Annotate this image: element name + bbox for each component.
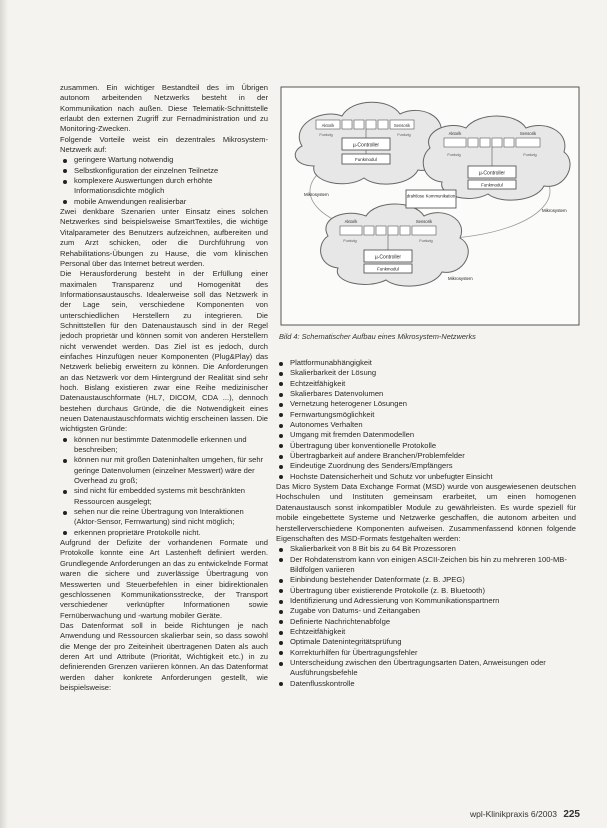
format-paragraph: Das Datenformat soll in beide Richtungen je nach Anwendung und Ressourcen skalierbar sein, so dass sowohl die Menge der pro Zeiteinheit übertragenen Daten als auch deren Art und Attribute (Priorität, Wichtigkeit etc.) in zu definierenden Grenzen variieren können. An das Datenformat werden daher konkrete Anforderungen gestellt, wie beispielsweise: [60,620,268,692]
funk-label: Funkvlg [447,153,461,157]
list-item: Optimale Datenintegritätsprüfung [276,637,576,647]
list-item: Skalierbarkeit der Lösung [276,368,576,378]
controller-label: µ-Controller [478,170,506,177]
funk-label: Funkvlg [343,239,357,243]
microsystem-label: Mikrosystem [448,276,473,281]
list-item: Hochste Datensicherheit und Schutz vor unbefugter Einsicht [276,472,576,482]
radio-module-label: Funkmodul [481,182,503,188]
list-item: Übertragbarkeit auf andere Branchen/Problemfelder [276,451,576,461]
list-item: Skalierbarkeit von 8 Bit bis zu 64 Bit Prozessoren [276,544,576,554]
radio-module-label: Funkmodul [377,266,399,272]
list-item: Autonomes Verhalten [276,420,576,430]
radio-module-label: Funkmodul [355,157,377,162]
funk-label: Funkvlg [419,239,433,243]
list-item: Plattformunabhängigkeit [276,358,576,368]
funk-label: Funkvlg [319,133,333,137]
list-item: Übertragung über existierende Protokolle (z. B. Bluetooth) [276,586,576,596]
list-item: Unterscheidung zwischen den Übertragungsarten Daten, Anweisungen oder Ausführungsbefehle [276,658,576,679]
journal-name: wpl-Klinikpraxis 6/2003 [470,809,557,819]
requirements-list [276,358,576,482]
list-item: Korrekturhilfen für Übertragungsfehler [276,648,576,658]
microsystem-label: Mikrosystem [304,192,329,197]
sensorik-label: Sensorik [393,123,411,128]
list-item: komplexere Auswertungen durch erhöhte Informationsdichte möglich [60,176,268,197]
microsystem-label: Mikrosystem [542,208,567,213]
controller-label: µ-Controller [374,254,402,261]
deficits-paragraph: Aufgrund der Defizite der vorhandenen Formate und Protokolle konnte eine Art Lastenheft definiert werden. Grundlegende Anforderungen an das zu entwickelnde Format waren die sichere und zuverlässige Übertragung von Messwerten und Steuerbefehlen in einer bidirektionalen geschlossenen Kommunikationsstrecke, der Transport verschiedener verknüpfter Informationen sowie Fernüberwachung und -wartung mobiler Geräte. [60,538,268,620]
aktorik-label: Aktorik [448,131,462,136]
page-number: 225 [563,809,580,820]
funk-label: Funkvlg [397,133,411,137]
list-item: Der Rohdatenstrom kann von einigen ASCII-Zeichen bis hin zu mehreren 100-MB-Bildfolgen variieren [276,555,576,576]
list-item: Vernetzung heterogener Lösungen [276,399,576,409]
msd-paragraph: Das Micro System Data Exchange Format (MSD) wurde von ausgewiesenen deutschen Hochschulen und Instituten gemeinsam erarbeitet, um einen homogenen Datenaustausch sonst inkompatibler Module zu gewährleisten. Es wurde speziell für mobile eingebettete Systeme und Netzwerke geschaffen, die autonom arbeiten und herstellerverschiedene Komponenten aufweisen. Zusammenfassend können folgende Eigenschaften des MSD-Formats festgehalten werden: [276,482,576,543]
figure-caption: Bild 4: Schematischer Aufbau eines Mikrosystem-Netzwerks [279,332,476,341]
right-column [276,358,576,689]
properties-list [276,544,576,689]
reasons-list [60,435,268,538]
benefits-intro: Folgende Vorteile weist ein dezentrales Mikrosystem-Netzwerk auf: [60,134,268,155]
list-item: sind nicht für embedded systems mit beschränkten Ressourcen ausgelegt; [60,486,268,507]
scenarios-paragraph: Zwei denkbare Szenarien unter Einsatz eines solchen Netzwerkes sind beispielsweise SmartTextiles, die wichtige Vitalparameter des Benutzers aufzeichnen, aufbereiten und zum Arzt schicken, oder die Durchführung von Rehabilitations-Übungen zu Hause, die vom klinischen Personal über das Internet betreut werden. [60,207,268,268]
list-item: Datenflusskontrolle [276,679,576,689]
intro-paragraph: zusammen. Ein wichtiger Bestandteil des im Übrigen autonom arbeitenden Netzwerks besteht in der Kommunikation nach außen. Diese Telematik-Schnittstelle erlaubt den externen Zugriff zur Fernadministration und zu Monitoring-Zwecken. [60,83,268,134]
aktorik-label: Aktorik [321,123,335,128]
list-item: Fernwartungsmöglichkeit [276,410,576,420]
controller-label: µ-Controller [352,142,380,149]
list-item: können nur bestimmte Datenmodelle erkennen und beschreiben; [60,435,268,456]
sensorik-label: Sensorik [415,219,433,224]
page-footer [470,809,580,820]
network-diagram-figure [280,86,580,326]
list-item: Eindeutige Zuordnung des Senders/Empfängers [276,461,576,471]
list-item: geringere Wartung notwendig [60,155,268,165]
network-diagram [280,86,580,326]
wireless-label: drahtlose Kommunikation [406,193,456,199]
left-column [60,83,268,693]
list-item: Selbstkonfiguration der einzelnen Teilnetze [60,166,268,176]
challenge-paragraph: Die Herausforderung besteht in der Erfüllung einer maximalen Transparenz und Homogenität des Informationsaustauschs. Idealerweise soll das Netzwerk in der Lage sein, verschiedene Komponenten von unterschiedlichen Herstellern zu integrieren. Die Schnittstellen für den Datenaustausch sind in der Regel jedoch proprietär und können somit von anderen Herstellern nicht verwendet werden. Das Ziel ist es jedoch, durch einfaches Hinzufügen neuer Komponenten (Plug&Play) das Netzwerk beliebig erweitern zu können. Die Anforderungen an das Netzwerk vor dem Hintergrund der Realität sind sehr hoch. Bislang existieren zwar eine Reihe medizinischer Datenaustauschformate (HL7, DICOM, CDA ...), dennoch bestehen durchaus Gründe, die die Notwendigkeit eines neuen Datenaustauschformats wichtig erscheinen lassen. Die wichtigsten Gründe: [60,269,268,434]
benefits-list [60,155,268,207]
list-item: Echtzeitfähigkeit [276,627,576,637]
aktorik-label: Aktorik [344,219,358,224]
list-item: Definierte Nachrichtenabfolge [276,617,576,627]
list-item: Zugabe von Datums- und Zeitangaben [276,606,576,616]
list-item: Umgang mit fremden Datenmodellen [276,430,576,440]
list-item: Identifizierung und Adressierung von Kommunikationspartnern [276,596,576,606]
list-item: erkennen proprietäre Protokolle nicht. [60,528,268,538]
list-item: sehen nur die reine Übertragung von Interaktionen (Aktor-Sensor, Fernwartung) sind nicht möglich; [60,507,268,528]
funk-label: Funkvlg [523,153,537,157]
list-item: mobile Anwendungen realisierbar [60,197,268,207]
page-edge-shadow [0,0,8,828]
list-item: können nur mit großen Dateninhalten umgehen, für sehr geringe Datenvolumen (einzelner Messwert) wäre der Overhead zu groß; [60,455,268,486]
list-item: Einbindung bestehender Datenformate (z. B. JPEG) [276,575,576,585]
sensorik-label: Sensorik [519,131,537,136]
list-item: Skalierbares Datenvolumen [276,389,576,399]
list-item: Übertragung über konventionelle Protokolle [276,441,576,451]
list-item: Echtzeitfähigkeit [276,379,576,389]
